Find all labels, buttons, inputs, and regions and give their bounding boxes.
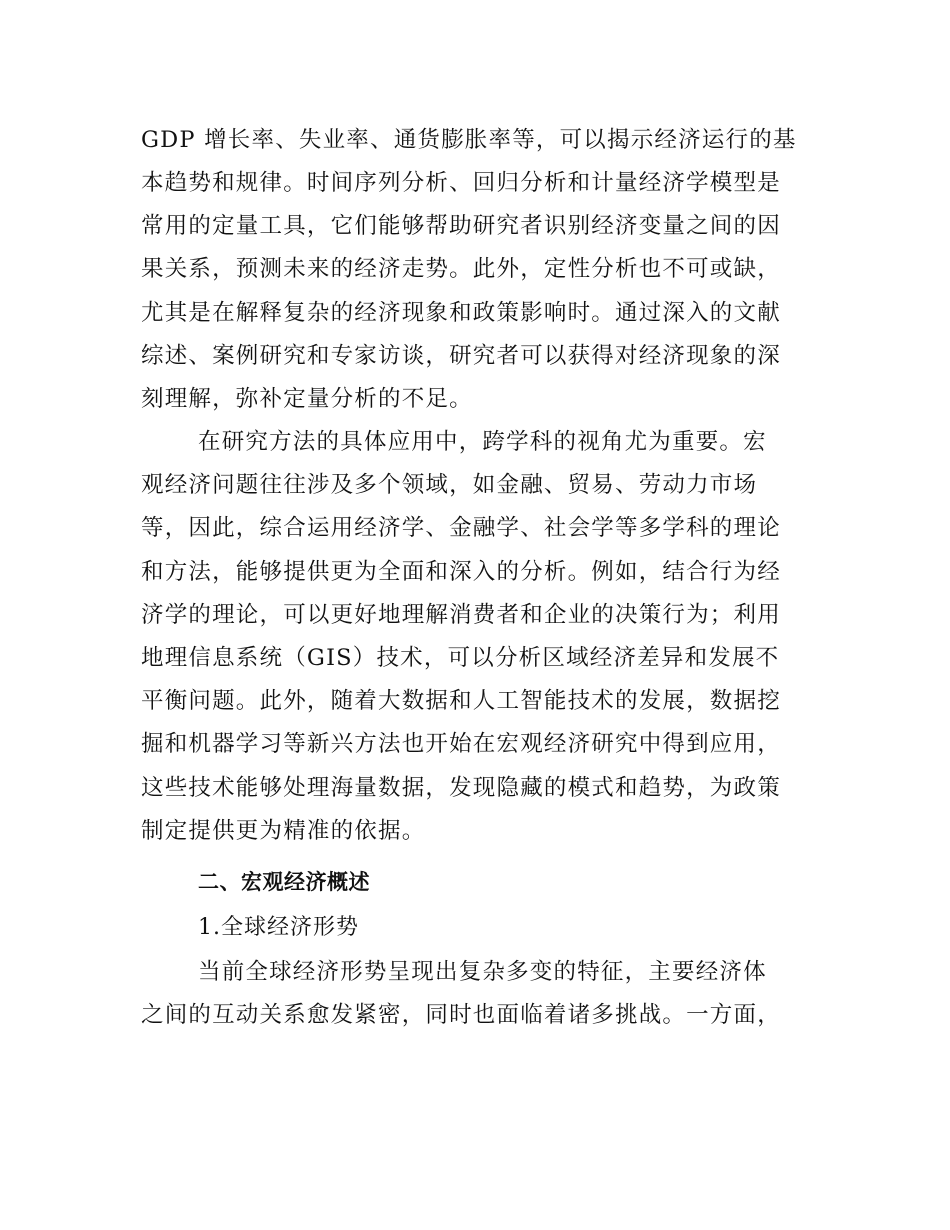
paragraph-line: 制定提供更为精准的依据。	[141, 818, 426, 844]
paragraph-line: 地理信息系统（GIS）技术，可以分析区域经济差异和发展不	[141, 645, 780, 671]
paragraph-line: GDP 增长率、失业率、通货膨胀率等，可以揭示经济运行的基	[141, 127, 797, 153]
paragraph-line: 本趋势和规律。时间序列分析、回归分析和计量经济学模型是	[141, 170, 781, 196]
paragraph-line: 掘和机器学习等新兴方法也开始在宏观经济研究中得到应用，	[141, 731, 781, 757]
paragraph-line: 平衡问题。此外，随着大数据和人工智能技术的发展，数据挖	[141, 688, 781, 714]
paragraph-line: 之间的互动关系愈发紧密，同时也面临着诸多挑战。一方面，	[141, 1002, 781, 1028]
paragraph-line: 果关系，预测未来的经济走势。此外，定性分析也不可或缺，	[141, 256, 781, 282]
paragraph-line: 刻理解，弥补定量分析的不足。	[141, 386, 473, 412]
paragraph-line: 常用的定量工具，它们能够帮助研究者识别经济变量之间的因	[141, 213, 781, 239]
paragraph-line: 综述、案例研究和专家访谈，研究者可以获得对经济现象的深	[141, 343, 781, 369]
paragraph-line: 等，因此，综合运用经济学、金融学、社会学等多学科的理论	[141, 515, 781, 541]
paragraph-line: 当前全球经济形势呈现出复杂多变的特征，主要经济体	[198, 959, 767, 985]
paragraph-line: 在研究方法的具体应用中，跨学科的视角尤为重要。宏	[198, 429, 767, 455]
paragraph-line: 和方法，能够提供更为全面和深入的分析。例如，结合行为经	[141, 559, 781, 585]
section-heading: 二、宏观经济概述	[198, 870, 370, 894]
paragraph-line: 济学的理论，可以更好地理解消费者和企业的决策行为；利用	[141, 602, 781, 628]
paragraph-line: 这些技术能够处理海量数据，发现隐藏的模式和趋势，为政策	[141, 775, 781, 801]
subsection-heading: 1.全球经济形势	[198, 915, 359, 940]
paragraph-line: 观经济问题往往涉及多个领域，如金融、贸易、劳动力市场	[141, 472, 758, 498]
paragraph-line: 尤其是在解释复杂的经济现象和政策影响时。通过深入的文献	[141, 300, 781, 326]
